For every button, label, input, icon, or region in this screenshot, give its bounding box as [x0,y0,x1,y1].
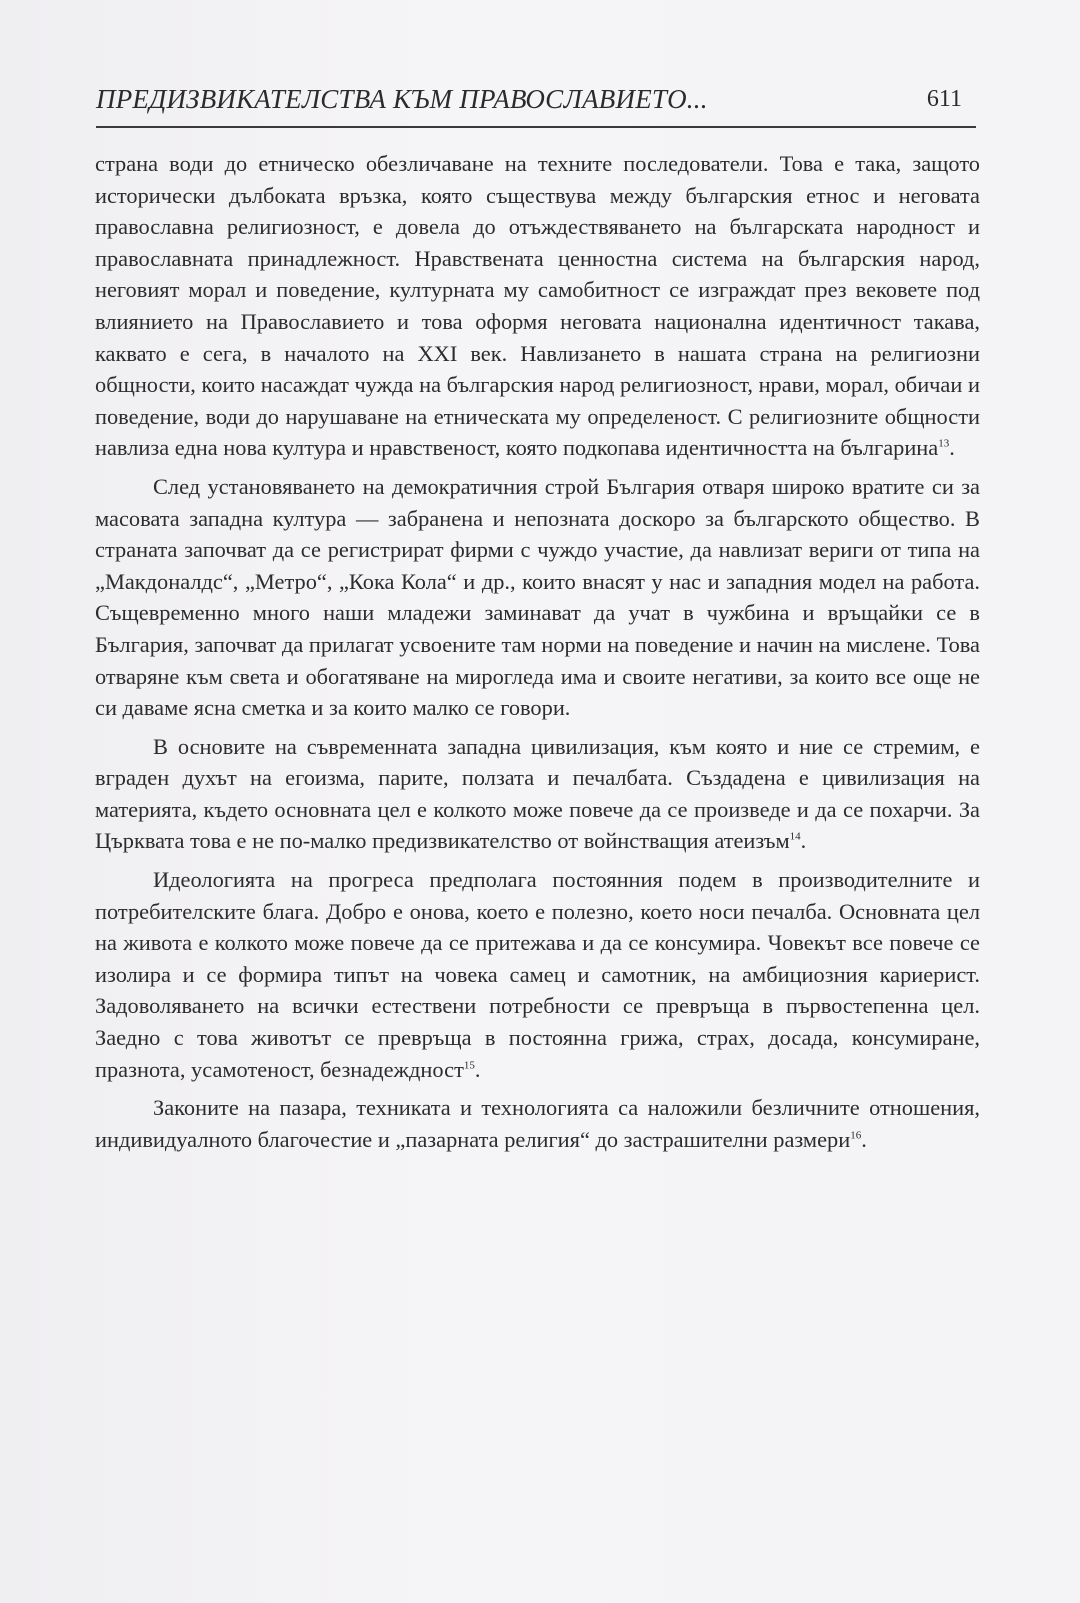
paragraph [95,1092,980,1155]
paragraph-end: . [800,828,807,854]
paragraph [95,864,980,1085]
paragraph-text: В основите на съвременната западна цивилизация, към която и ние се стремим, е вграден духът на егоизма, парите, ползата и печалбата. Създадена е цивилизация на материята, където основната цел е колкото може повече да се произведе и да се похарчи. За Църквата това е не по-малко предизвикателство от войнстващия атеизъм [95,733,980,854]
paragraph-text: Идеологията на прогреса предполага постоянния подем в производителните и потребителските блага. Добро е онова, което е полезно, което носи печалба. Основната цел на живота е колкото може повече да се притежава и да се консумира. Човекът все повече се изолира и се формира типът на човека самец и самотник, на амбициозния кариерист. Задоволяването на всички естествени потребности се превръща в първостепенна цел. Заедно с това животът се превръща в постоянна грижа, страх, досада, консумиране, празнота, усамотеност, безнадеждност [95,867,980,1082]
footnote-ref: 13 [938,437,950,450]
footnote-ref: 15 [463,1059,475,1072]
paragraph-end: . [949,435,955,461]
paragraph [95,731,980,857]
paragraph-end: . [861,1126,867,1152]
paragraph-text: страна води до етническо обезличаване на техните последователи. Това е така, защото исторически дълбоката връзка, която съществува между българския етнос и неговата православна религиозност, е довела до отъждествяването на българската народност и православната принадлежност. Нравствената ценностна система на българския народ, неговият морал и поведение, културната му самобитност се изграждат през вековете под влиянието на Православието и това оформя неговата национална идентичност такава, каквато е сега, в началото на XXI век. Навлизането в нашата страна на религиозни общности, които насаждат чужда на българския народ религиозност, нрави, морал, обичаи и поведение, води до нарушаване на етническата му определеност. С религиозните общности навлиза една нова култура и нравственост, която подкопава идентичността на българина [95,151,980,461]
chapter-title: ПРЕДИЗВИКАТЕЛСТВА КЪМ ПРАВОСЛАВИЕТО... [96,84,708,114]
body-text [95,148,980,1162]
paragraph [95,148,980,464]
running-header [96,78,976,128]
paragraph [95,471,980,724]
footnote-ref: 14 [789,831,801,843]
paragraph-text: Законите на пазара, техниката и технологията са наложили безличните отношения, индивидуалното благочестие и „пазарната религия“ до застрашителни размери [95,1095,980,1152]
paragraph-end: . [474,1056,481,1082]
page-number: 611 [926,86,962,112]
footnote-ref: 16 [850,1129,862,1142]
paragraph-text: След установяването на демократичния строй България отваря широко вратите си за масовата западна култура — забранена и непозната доскоро за българското общество. В страната започват да се регистрират фирми с чуждо участие, да навлизат вериги от типа на „Макдоналдс“, „Метро“, „Кока Кола“ и др., които внасят у нас и западния модел на работа. Същевременно много наши младежи заминават да учат в чужбина и връщайки се в България, започват да прилагат усвоените там норми на поведение и начин на мислене. Това отваряне към света и обогатяване на мирогледа има и своите негативи, за които все още не си даваме ясна сметка и за които малко се говори. [95,473,980,721]
